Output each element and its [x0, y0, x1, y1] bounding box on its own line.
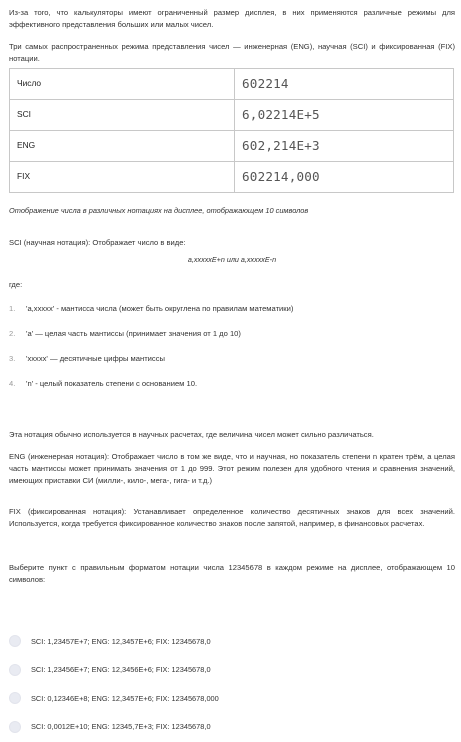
notation-table	[9, 68, 454, 193]
list-item	[9, 378, 293, 403]
fix-paragraph: FIX (фиксированная нотация): Устанавливает определенное количество десятичных знаков для всех значений. Используется, когда требуется фиксированное количество знаков после запятой, например, в финансовых расчетах.	[9, 507, 455, 528]
list-number: 1.	[9, 304, 16, 313]
list-number: 4.	[9, 379, 16, 388]
notation-types-paragraph: Три самых распространенных режима представления чисел — инженерная (ENG), научная (SCI) и фиксированная (FIX) нотации.	[9, 42, 455, 63]
display-cell: 6,02214E+5	[235, 100, 454, 131]
option-label: SCI: 1,23456E+7; ENG: 12,3456E+6; FIX: 12345678,0	[31, 665, 211, 675]
table-row	[10, 100, 454, 131]
sci-heading: SCI (научная нотация): Отображает число в виде:	[9, 238, 186, 247]
list-number: 3.	[9, 354, 16, 363]
answer-option[interactable]	[9, 713, 219, 742]
table-row	[10, 162, 454, 193]
table-row	[10, 69, 454, 100]
option-label: SCI: 0,0012E+10; ENG: 12345,7E+3; FIX: 12345678,0	[31, 722, 211, 732]
mode-cell: Число	[10, 69, 235, 100]
list-item	[9, 353, 293, 378]
mode-cell: SCI	[10, 100, 235, 131]
sci-formula: a,xxxxxE+n или a,xxxxxE-n	[187, 255, 277, 264]
sci-definition-list	[9, 303, 293, 403]
radio-button[interactable]	[9, 664, 21, 676]
table-caption: Отображение числа в различных нотациях на дисплее, отображающем 10 символов	[9, 206, 309, 215]
list-number: 2.	[9, 329, 16, 338]
list-text: 'a' — целая часть мантиссы (принимает значения от 1 до 10)	[26, 329, 241, 338]
answer-options	[9, 627, 219, 741]
option-label: SCI: 0,12346E+8; ENG: 12,3457E+6; FIX: 12345678,000	[31, 693, 219, 703]
table-row	[10, 131, 454, 162]
question-text: Выберите пункт с правильным форматом нотации числа 12345678 в каждом режиме на дисплее, отображающем 10 символов:	[9, 563, 455, 584]
mode-cell: ENG	[10, 131, 235, 162]
eng-paragraph: ENG (инженерная нотация): Отображает число в том же виде, что и научная, но показатель степени n кратен трём, а целая часть мантиссы может принимать значения от 1 до 999. Этот режим полезен для удобного чтения и сравнения значений, имеющих приставки СИ (милли-, кило-, мега-, гига- и т.д.)	[9, 452, 455, 485]
sci-usage-paragraph: Эта нотация обычно используется в научных расчетах, где величина чисел может сильно различаться.	[9, 430, 374, 439]
list-item	[9, 328, 293, 353]
answer-option[interactable]	[9, 684, 219, 713]
intro-paragraph: Из-за того, что калькуляторы имеют ограниченный размер дисплея, в них применяются различные режимы для эффективного представления больших или малых чисел.	[9, 8, 455, 29]
radio-button[interactable]	[9, 721, 21, 733]
answer-option[interactable]	[9, 656, 219, 685]
answer-option[interactable]	[9, 627, 219, 656]
list-text: 'a,xxxxx' - мантисса числа (может быть округлена по правилам математики)	[26, 304, 294, 313]
radio-button[interactable]	[9, 692, 21, 704]
mode-cell: FIX	[10, 162, 235, 193]
list-text: 'xxxxx' — десятичные цифры мантиссы	[26, 354, 165, 363]
list-item	[9, 303, 293, 328]
display-cell: 602214	[235, 69, 454, 100]
list-text: 'n' - целый показатель степени с основанием 10.	[26, 379, 198, 388]
where-label: где:	[9, 280, 23, 289]
radio-button[interactable]	[9, 635, 21, 647]
display-cell: 602214,000	[235, 162, 454, 193]
display-cell: 602,214E+3	[235, 131, 454, 162]
option-label: SCI: 1,23457E+7; ENG: 12,3457E+6; FIX: 12345678,0	[31, 636, 211, 646]
